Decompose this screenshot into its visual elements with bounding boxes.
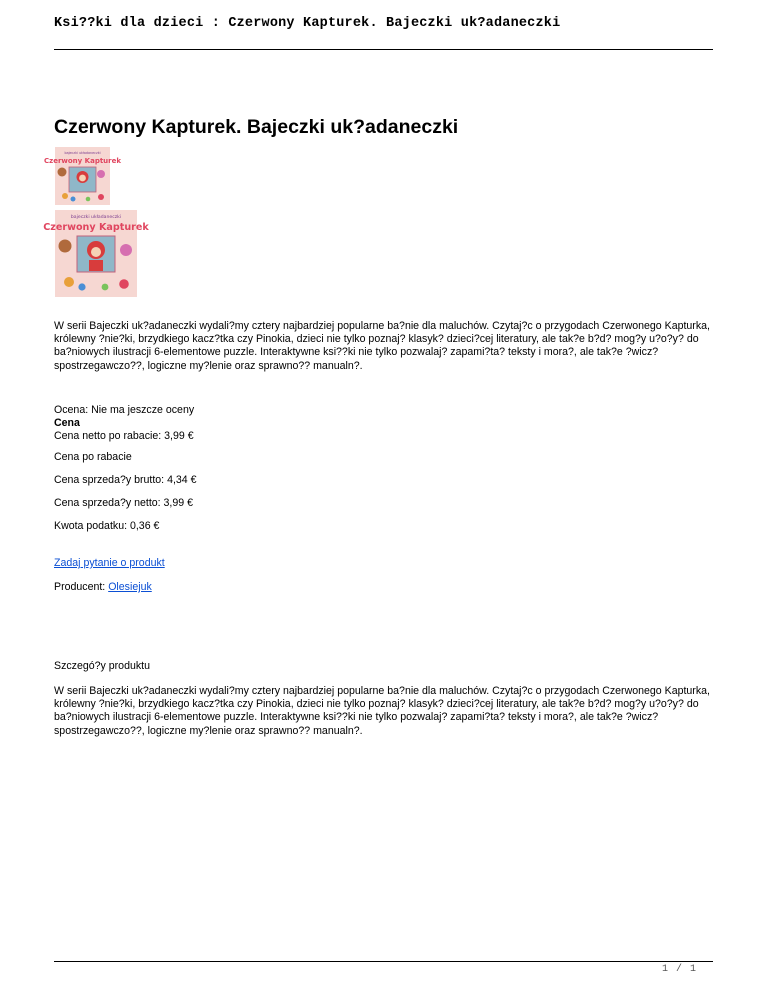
producer-link[interactable]: Olesiejuk xyxy=(108,581,152,593)
product-title: Czerwony Kapturek. Bajeczki uk?adaneczki xyxy=(54,116,459,138)
product-details-description: W serii Bajeczki uk?adaneczki wydali?my cztery najbardziej popularne ba?nie dla maluchów. Czytaj?c o przygodach Czerwonego Kapturka, królewny ?nie?ki, brzydkiego kacz?tka czy Pinokia, dzieci nie tylko poznaj? klasyk? dzieci?cej literatury, ale tak?e b?d? mog?y u?o?y? do ba?niowych ilustracji 6-elementowe puzzle. Interaktywne ksi??ki nie tylko pozwalaj? zapami?ta? teksty i mora?, ale tak?e ?wicz? spostrzegawczo??, logiczne my?lenie oraz sprawno?? manualn?. xyxy=(54,685,710,737)
page-number: 1 / 1 xyxy=(661,964,697,975)
price-heading: Cena xyxy=(54,417,80,429)
svg-text:Czerwony Kapturek: Czerwony Kapturek xyxy=(43,157,122,165)
product-cover-image[interactable] xyxy=(43,210,149,297)
header-divider xyxy=(54,49,713,50)
net-sale-price: Cena sprzeda?y netto: 3,99 € xyxy=(54,497,193,509)
book-cover-illustration xyxy=(43,210,149,297)
rating-text: Ocena: Nie ma jeszcze oceny xyxy=(54,404,195,416)
book-cover-illustration xyxy=(43,147,122,205)
product-thumbnail-image[interactable] xyxy=(43,147,122,205)
ask-question-link[interactable]: Zadaj pytanie o produkt xyxy=(54,557,165,569)
tax-amount: Kwota podatku: 0,36 € xyxy=(54,520,160,532)
document-page xyxy=(43,0,713,994)
producer-line xyxy=(54,581,152,594)
svg-text:bajeczki układaneczki: bajeczki układaneczki xyxy=(64,151,101,155)
producer-label: Producent: xyxy=(54,581,109,593)
svg-text:bajeczki układaneczki: bajeczki układaneczki xyxy=(70,215,122,220)
gross-sale-price: Cena sprzeda?y brutto: 4,34 € xyxy=(54,474,197,486)
footer-divider xyxy=(54,961,713,962)
product-description: W serii Bajeczki uk?adaneczki wydali?my cztery najbardziej popularne ba?nie dla maluchów. Czytaj?c o przygodach Czerwonego Kapturka, królewny ?nie?ki, brzydkiego kacz?tka czy Pinokia, dzieci nie tylko poznaj? klasyk? dzieci?cej literatury, ale tak?e b?d? mog?y u?o?y? do ba?niowych ilustracji 6-elementowe puzzle. Interaktywne ksi??ki nie tylko pozwalaj? zapami?ta? teksty i mora?, ale tak?e ?wicz? spostrzegawczo??, logiczne my?lenie oraz sprawno?? manualn?. xyxy=(54,320,710,372)
page-header-title: Ksi??ki dla dzieci : Czerwony Kapturek. Bajeczki uk?adaneczki xyxy=(54,16,561,31)
product-details-heading: Szczegó?y produktu xyxy=(54,660,150,672)
price-after-discount-label: Cena po rabacie xyxy=(54,451,132,463)
net-price-after-discount: Cena netto po rabacie: 3,99 € xyxy=(54,430,194,442)
svg-text:Czerwony Kapturek: Czerwony Kapturek xyxy=(43,222,149,233)
